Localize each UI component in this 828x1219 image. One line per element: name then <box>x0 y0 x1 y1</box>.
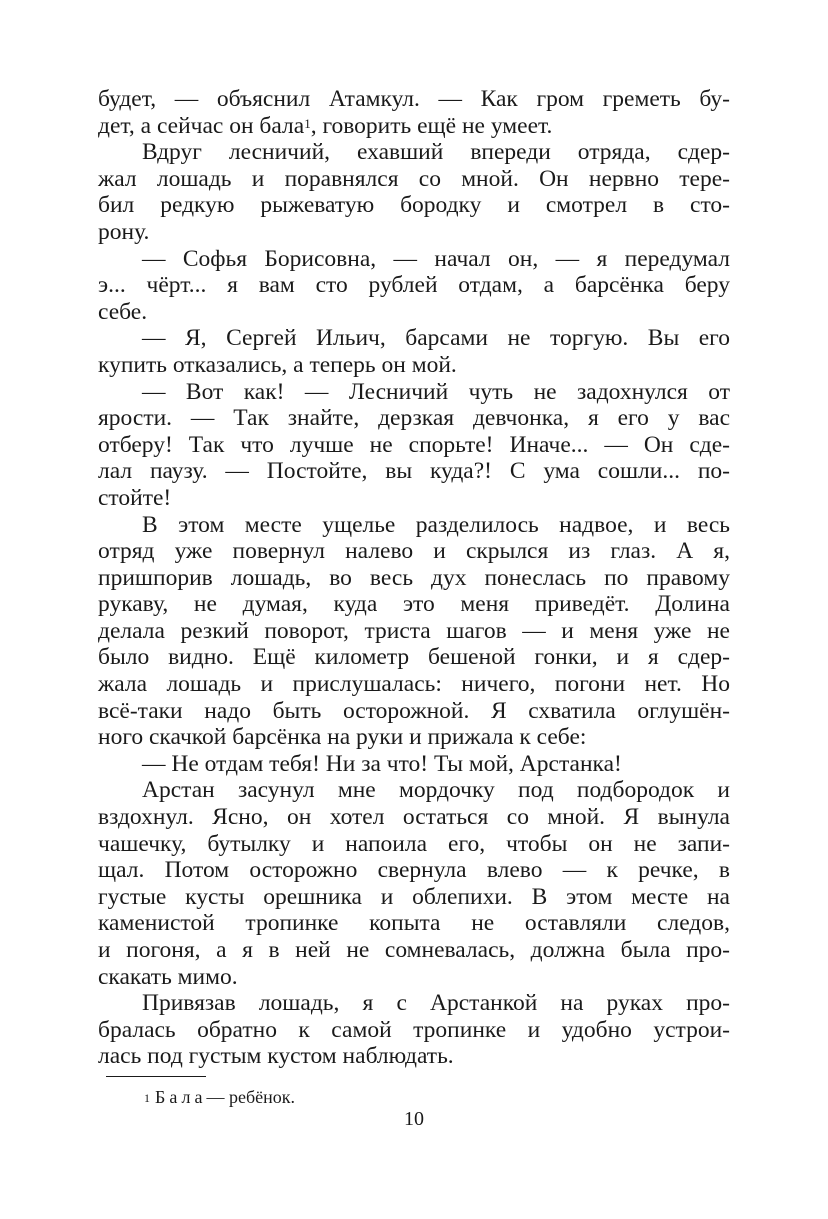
text-line-continuation: , говорить ещё не умеет. <box>310 112 553 139</box>
text-line-content: стойте! <box>98 484 172 511</box>
text-line <box>98 671 730 698</box>
text-line <box>98 299 730 326</box>
text-line <box>98 379 730 406</box>
text-line-content: э... чёрт... я вам сто рублей отдам, а барсёнка беру <box>98 272 730 299</box>
text-line-content: ного скачкой барсёнка на руки и прижала к себе: <box>98 724 587 751</box>
text-line <box>98 1017 730 1044</box>
text-line <box>98 751 730 778</box>
text-line-content: будет, — объяснил Атамкул. — Как гром греметь бу- <box>98 86 730 112</box>
text-line-content: густые кусты орешника и облепихи. В этом месте на <box>98 883 730 910</box>
footnote-marker: 1 <box>144 1091 150 1105</box>
text-line-content: щал. Потом осторожно свернула влево — к речке, в <box>98 857 730 884</box>
text-line <box>98 192 730 219</box>
text-line-content: дет, а сейчас он бала <box>98 112 305 139</box>
text-line <box>98 272 730 299</box>
text-line-content: пришпорив лошадь, во весь дух понеслась по правому <box>98 564 730 591</box>
text-line <box>98 113 730 140</box>
page-number: 10 <box>404 1108 424 1130</box>
footnote-definition: — ребёнок. <box>206 1087 295 1107</box>
text-line <box>98 990 730 1017</box>
text-line-content: лась под густым кустом наблюдать. <box>98 1043 454 1070</box>
text-line-content: себе. <box>98 298 148 325</box>
text-line <box>98 777 730 804</box>
text-line-content: лал паузу. — Постойте, вы куда?! С ума сошли... по- <box>98 458 730 485</box>
text-line <box>98 458 730 485</box>
text-line <box>98 538 730 565</box>
text-line <box>98 246 730 273</box>
text-line <box>98 644 730 671</box>
text-line <box>98 804 730 831</box>
text-line <box>98 724 730 751</box>
text-line-content: В этом месте ущелье разделилось надвое, и весь <box>142 511 730 538</box>
text-line-content: рукаву, не думая, куда это меня приведёт. Долина <box>98 591 730 618</box>
text-line-content: чашечку, бутылку и напоила его, чтобы он не запи- <box>98 830 730 857</box>
text-line <box>98 1043 730 1070</box>
footnote-divider <box>106 1076 206 1077</box>
text-line-content: — Вот как! — Лесничий чуть не задохнулся от <box>142 378 730 405</box>
text-line <box>98 884 730 911</box>
text-line <box>98 565 730 592</box>
text-line <box>98 698 730 725</box>
text-line-content: всё-таки надо быть осторожной. Я схватила оглушён- <box>98 697 730 724</box>
text-line <box>98 937 730 964</box>
text-line <box>98 512 730 539</box>
text-line <box>98 485 730 512</box>
text-line <box>98 591 730 618</box>
text-line-content: рону. <box>98 218 150 245</box>
text-line-content: скакать мимо. <box>98 963 238 990</box>
text-line-content: каменистой тропинке копыта не оставляли следов, <box>98 910 730 937</box>
text-line-content: — Не отдам тебя! Ни за что! Ты мой, Арстанка! <box>142 750 622 777</box>
text-line <box>98 831 730 858</box>
text-line <box>98 139 730 166</box>
body-text <box>98 86 730 1070</box>
text-line <box>98 405 730 432</box>
text-line <box>98 219 730 246</box>
text-line-content: было видно. Ещё километр бешеной гонки, и я сдер- <box>98 644 730 671</box>
text-line-content: бил редкую рыжеватую бородку и смотрел в сто- <box>98 192 730 219</box>
text-line <box>98 964 730 991</box>
text-line-content: бралась обратно к самой тропинке и удобно устрои- <box>98 1016 730 1043</box>
text-line-content: отряд уже повернул налево и скрылся из глаз. А я, <box>98 538 730 565</box>
footnote <box>144 1086 295 1108</box>
text-line <box>98 325 730 352</box>
text-line-content: — Я, Сергей Ильич, барсами не торгую. Вы его <box>142 325 730 352</box>
text-line <box>98 618 730 645</box>
text-line-content: жал лошадь и поравнялся со мной. Он нервно тере- <box>98 165 730 192</box>
text-line-content: отберу! Так что лучше не спорьте! Иначе... — Он сде- <box>98 431 730 458</box>
text-line-content: Вдруг лесничий, ехавший впереди отряда, сдер- <box>142 139 730 166</box>
text-line <box>98 857 730 884</box>
text-line <box>98 432 730 459</box>
text-line-content: жала лошадь и прислушалась: ничего, погони нет. Но <box>98 671 730 698</box>
text-line <box>98 352 730 379</box>
footnote-reference: 1 <box>304 115 311 131</box>
text-line <box>98 86 730 113</box>
text-line-content: Привязав лошадь, я с Арстанкой на руках про- <box>142 990 730 1017</box>
text-line-content: вздохнул. Ясно, он хотел остаться со мной. Я вынула <box>98 804 730 831</box>
text-line-content: ярости. — Так знайте, дерзкая девчонка, я его у вас <box>98 405 730 432</box>
text-line <box>98 910 730 937</box>
text-line-content: и погоня, а я в ней не сомневалась, должна была про- <box>98 937 730 963</box>
text-line-content: делала резкий поворот, триста шагов — и меня уже не <box>98 617 730 644</box>
text-line-content: купить отказались, а теперь он мой. <box>98 351 457 378</box>
text-line-content: — Софья Борисовна, — начал он, — я передумал <box>142 245 730 272</box>
text-line-content: Арстан засунул мне мордочку под подбородок и <box>142 777 730 804</box>
text-line <box>98 166 730 193</box>
footnote-term: Бала <box>155 1087 207 1107</box>
